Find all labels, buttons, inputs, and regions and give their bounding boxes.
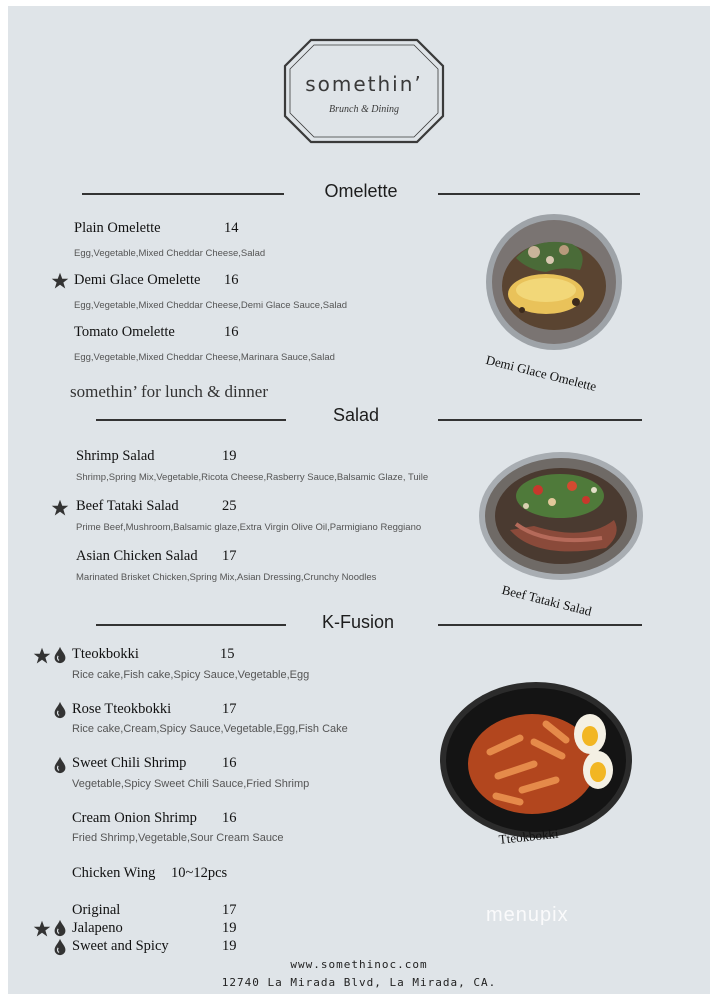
tagline: somethin’ for lunch & dinner [70,382,268,401]
menu-item-desc: Egg,Vegetable,Mixed Cheddar Cheese,Marinara Sauce,Salad [74,352,335,363]
wing-flavor-price: 19 [222,938,237,954]
section-rule-right [438,419,642,421]
demi-glace-omelette-photo [476,214,632,354]
menu-item-desc: Marinated Brisket Chicken,Spring Mix,Asian Dressing,Crunchy Noodles [76,572,377,583]
menu-item-price: 14 [224,220,239,236]
star-icon [51,272,69,290]
section-title-kfusion: K-Fusion [321,612,395,632]
footer-website: www.somethinoc.com [290,958,428,971]
chicken-wing-name: Chicken Wing [72,865,156,881]
menu-item-price: 15 [220,646,235,662]
chili-drop-icon [53,701,67,719]
star-icon [51,499,69,517]
photo-label: Demi Glace Omelette [484,352,598,394]
chili-drop-icon [53,756,67,774]
menu-item-name: Cream Onion Shrimp [72,810,197,826]
menu-item-name: Shrimp Salad [76,448,155,464]
chili-drop-icon [53,919,67,937]
brand-name: somethin’ [305,72,423,96]
menu-item-name: Tteokbokki [72,646,139,662]
section-title-omelette: Omelette [324,181,398,201]
menu-item-price: 19 [222,448,237,464]
wing-flavor-name: Sweet and Spicy [72,938,169,954]
menu-item-name: Tomato Omelette [74,324,175,340]
star-icon [33,920,51,938]
menu-item-price: 16 [224,324,239,340]
menu-item-desc: Vegetable,Spicy Sweet Chili Sauce,Fried Shrimp [72,778,310,790]
wing-flavor-price: 19 [222,920,237,936]
menu-item-desc: Prime Beef,Mushroom,Balsamic glaze,Extra Virgin Olive Oil,Parmigiano Reggiano [76,522,422,533]
menu-item-price: 17 [222,548,237,564]
menu-item-desc: Egg,Vegetable,Mixed Cheddar Cheese,Demi Glace Sauce,Salad [74,300,348,311]
section-title-salad: Salad [332,405,380,425]
menu-item-desc: Egg,Vegetable,Mixed Cheddar Cheese,Salad [74,248,266,259]
logo [283,38,445,144]
section-rule-left [96,419,286,421]
menu-item-name: Plain Omelette [74,220,161,236]
menu-item-desc: Fried Shrimp,Vegetable,Sour Cream Sauce [72,832,284,844]
wing-flavor-price: 17 [222,902,237,918]
footer-address: 12740 La Mirada Blvd, La Mirada, CA. [221,976,497,989]
chili-drop-icon [53,938,67,956]
section-rule-right [438,193,640,195]
menu-item-name: Asian Chicken Salad [76,548,198,564]
menu-item-name: Beef Tataki Salad [76,498,179,514]
tteokbokki-photo [436,680,636,840]
watermark: menupix [486,904,569,926]
menu-item-price: 17 [222,701,237,717]
section-rule-left [82,193,284,195]
menu-item-desc: Rice cake,Cream,Spicy Sauce,Vegetable,Egg,Fish Cake [72,723,348,735]
section-rule-left [96,624,286,626]
menu-item-price: 16 [222,810,237,826]
chicken-wing-count: 10~12pcs [171,865,228,881]
photo-label: Tteokbokki [498,825,560,847]
star-icon [33,647,51,665]
wing-flavor-name: Original [72,902,121,918]
menu-item-desc: Rice cake,Fish cake,Spicy Sauce,Vegetable,Egg [72,669,310,681]
wing-flavor-name: Jalapeno [72,920,123,936]
brand-subtitle: Brunch & Dining [329,104,399,115]
menu-item-name: Demi Glace Omelette [74,272,201,288]
section-rule-right [438,624,642,626]
menu-item-price: 16 [222,755,237,771]
menu-item-price: 16 [224,272,239,288]
beef-tataki-salad-photo [476,450,646,590]
photo-label: Beef Tataki Salad [500,582,594,619]
menu-item-desc: Shrimp,Spring Mix,Vegetable,Ricota Cheese,Rasberry Sauce,Balsamic Glaze, Tuile [76,472,429,483]
menu-item-name: Sweet Chili Shrimp [72,755,187,771]
menu-page [8,6,710,994]
menu-item-name: Rose Tteokbokki [72,701,172,717]
chili-drop-icon [53,646,67,664]
menu-item-price: 25 [222,498,237,514]
